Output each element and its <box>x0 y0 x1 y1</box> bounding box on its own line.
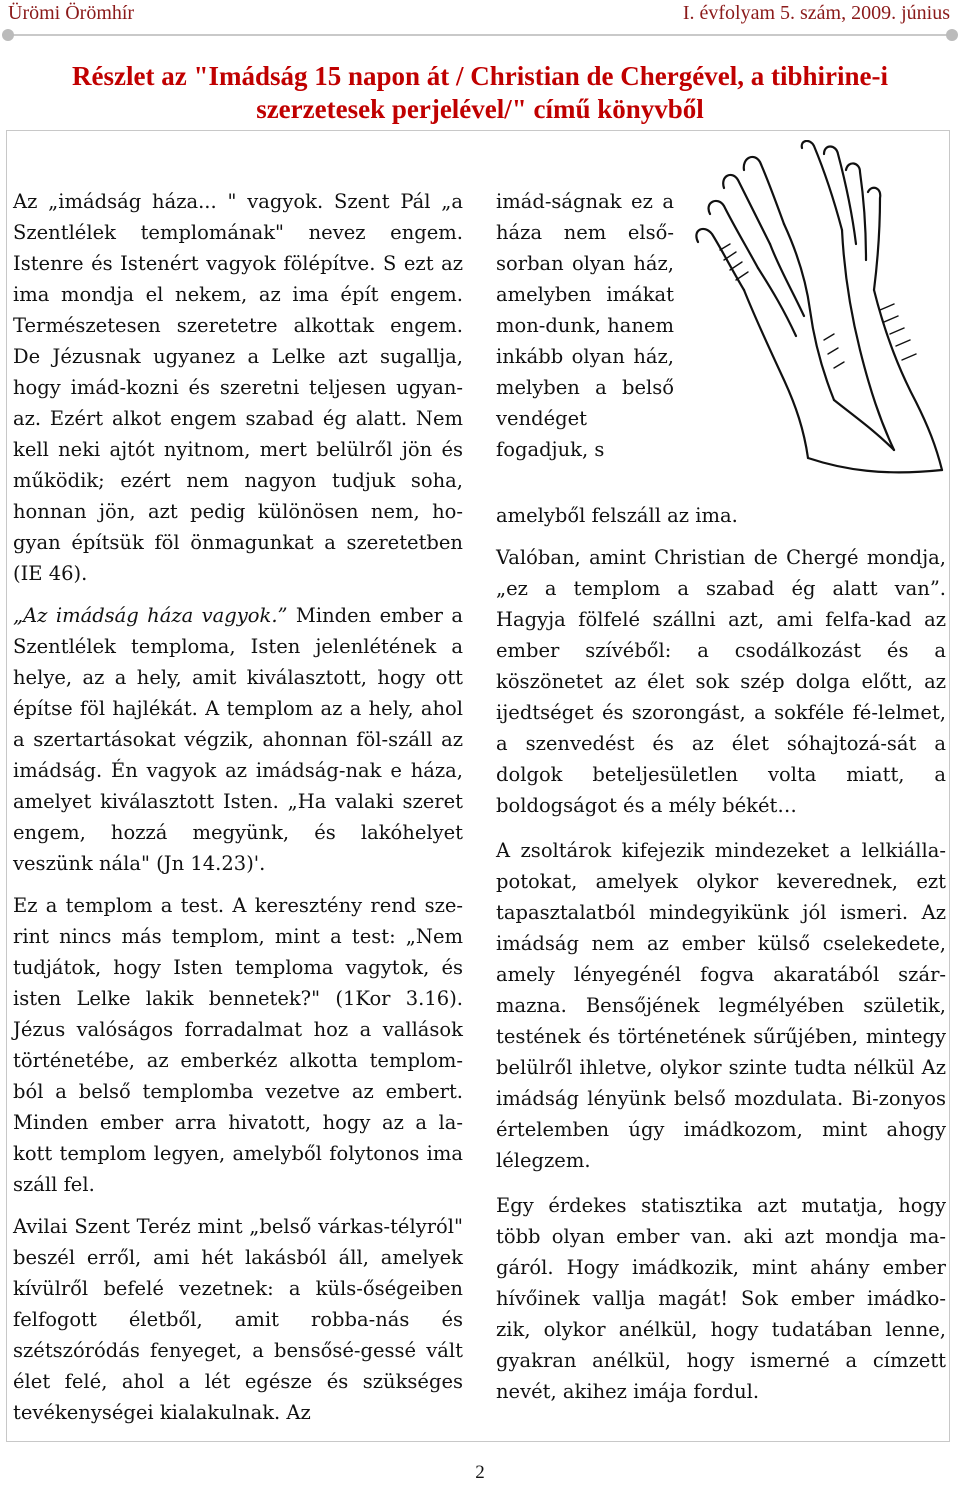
right-paragraph-4: Egy érdekes statisztika azt mutatja, hogy több olyan ember van. aki azt mondja ma-gáról. Hogy imádkozik, mint ahány ember hívőinek vallja magát! Sok ember imádko-zik, olykor anélkül, hogy tudatában lenne, gyakran anélkül, hogy ismerné a címzett nevét, akihez imája fordul. <box>496 1194 946 1403</box>
right-paragraph-2: Valóban, amint Christian de Chergé mondja, „ez a templom a szabad ég alatt van”. Hagyja fölfelé szállni azt, ami felfa-kad az ember szívéből: a csodálkozást és a köszönetet az élet sok szép dolga előtt, az ijedtséget és szorongást, a sokféle fé-lelmet, a szenvedést és az élet sóhajtozá-sát a dolgok beteljesületlen volta miatt, a boldogságot és a mély békét… <box>496 546 946 817</box>
right-paragraph-3: A zsoltárok kifejezik mindezeket a lelkiálla-potokat, amelyek olykor keverednek, ezt tapasztalatból mindegyikünk jól ismeri. Az imádság nem az ember külső cselekedete, amely lényegénél fogva akaratából szár-mazna. Bensőjének legmélyében születik, testének és történetének sűrűjében, mintegy belülről ihletve, olykor szinte tudta nélkül Az imádság lényünk belső mozdulata. Bi-zonyos értelemben úgy imádkozom, mint ahogy lélegzem. <box>496 839 946 1172</box>
header-rule-dot-left <box>2 29 14 41</box>
header-rule <box>8 34 952 36</box>
right-column-bottom <box>496 542 946 1421</box>
left-column <box>13 186 463 1439</box>
right-paragraph-1: imád-ságnak ez a háza nem első-sorban olyan ház, amelyben imákat mon-dunk, hanem inkább olyan ház, melyben a belső vendéget fogadjuk, s <box>496 190 674 461</box>
article-title: Részlet az "Imádság 15 napon át / Christian de Chergével, a tibhirine-i szerzetesek perjelével/" című könyvből <box>72 61 888 124</box>
left-paragraph-1: Az „imádság háza... " vagyok. Szent Pál „a Szentlélek templomának" nevez engem. Istenre és Istenért vagyok fölépítve. S ezt az ima mondja el nekem, az ima épít engem. Természetesen szeretetre alkottak engem. De Jézusnak ugyanez a Lelke azt sugallja, hogy imád-kozni és szeretni teljesen ugyan-az. Ezért alkot engem szabad ég alatt. Nem kell neki ajtót nyitnom, mert belülről jön és működik; ezért nem nagyon tudjuk soha, honnan jön, azt pedig különösen nem, ho-gyan építsük föl önmagunkat a szeretetben (IE 46). <box>13 190 463 585</box>
header-journal-name: Ürömi Örömhír <box>8 2 135 24</box>
left-paragraph-2-text: Minden ember a Szentlélek temploma, Isten jelenlétének a helye, az a hely, amit kiválasztott, hogy ott építse föl hajlékát. A templom az a hely, ahol a szertartásokat végzik, ahonnan föl-száll az imádság. Én vagyok az imádság-nak e háza, amelyet kiválasztott Isten. „Ha valaki szeret engem, hozzá megyünk, és lakóhelyet veszünk nála" (Jn 14.23)'. <box>13 604 463 875</box>
praying-hands-icon <box>684 140 946 484</box>
left-paragraph-2 <box>13 600 463 879</box>
header-issue-info: I. évfolyam 5. szám, 2009. június <box>682 2 950 24</box>
quote-italic: „Az imádság háza vagyok.” <box>13 604 288 627</box>
left-paragraph-4: Avilai Szent Teréz mint „belső várkas-télyról" beszél erről, ami hét lakásból áll, amelyek kívülről befelé vezetnek: a küls-őségeiben felfogott életből, amit robba-nás és szétszóródás fenyeget, a bensősé-gessé vált élet felé, ahol a lét egésze és szükséges tevékenységei kialakulnak. Az <box>13 1215 463 1424</box>
right-paragraph-1-tail: amelyből felszáll az ima. <box>496 504 738 527</box>
header-rule-dot-right <box>946 29 958 41</box>
right-column-top <box>496 186 674 465</box>
page-number: 2 <box>475 1462 485 1483</box>
left-paragraph-3: Ez a templom a test. A keresztény rend sze-rint nincs más templom, mint a test: „Nem tudjátok, hogy Isten temploma vagytok, és isten Lelke lakik bennetek?" (1Kor 3.16). Jézus valóságos forradalmat hoz a vallások történetébe, az emberkéz alkotta templom-ból a belső templomba vezetve az embert. Minden ember arra hivatott, hogy az a la-kott templom legyen, amelyből folytonos ima száll fel. <box>13 894 463 1196</box>
